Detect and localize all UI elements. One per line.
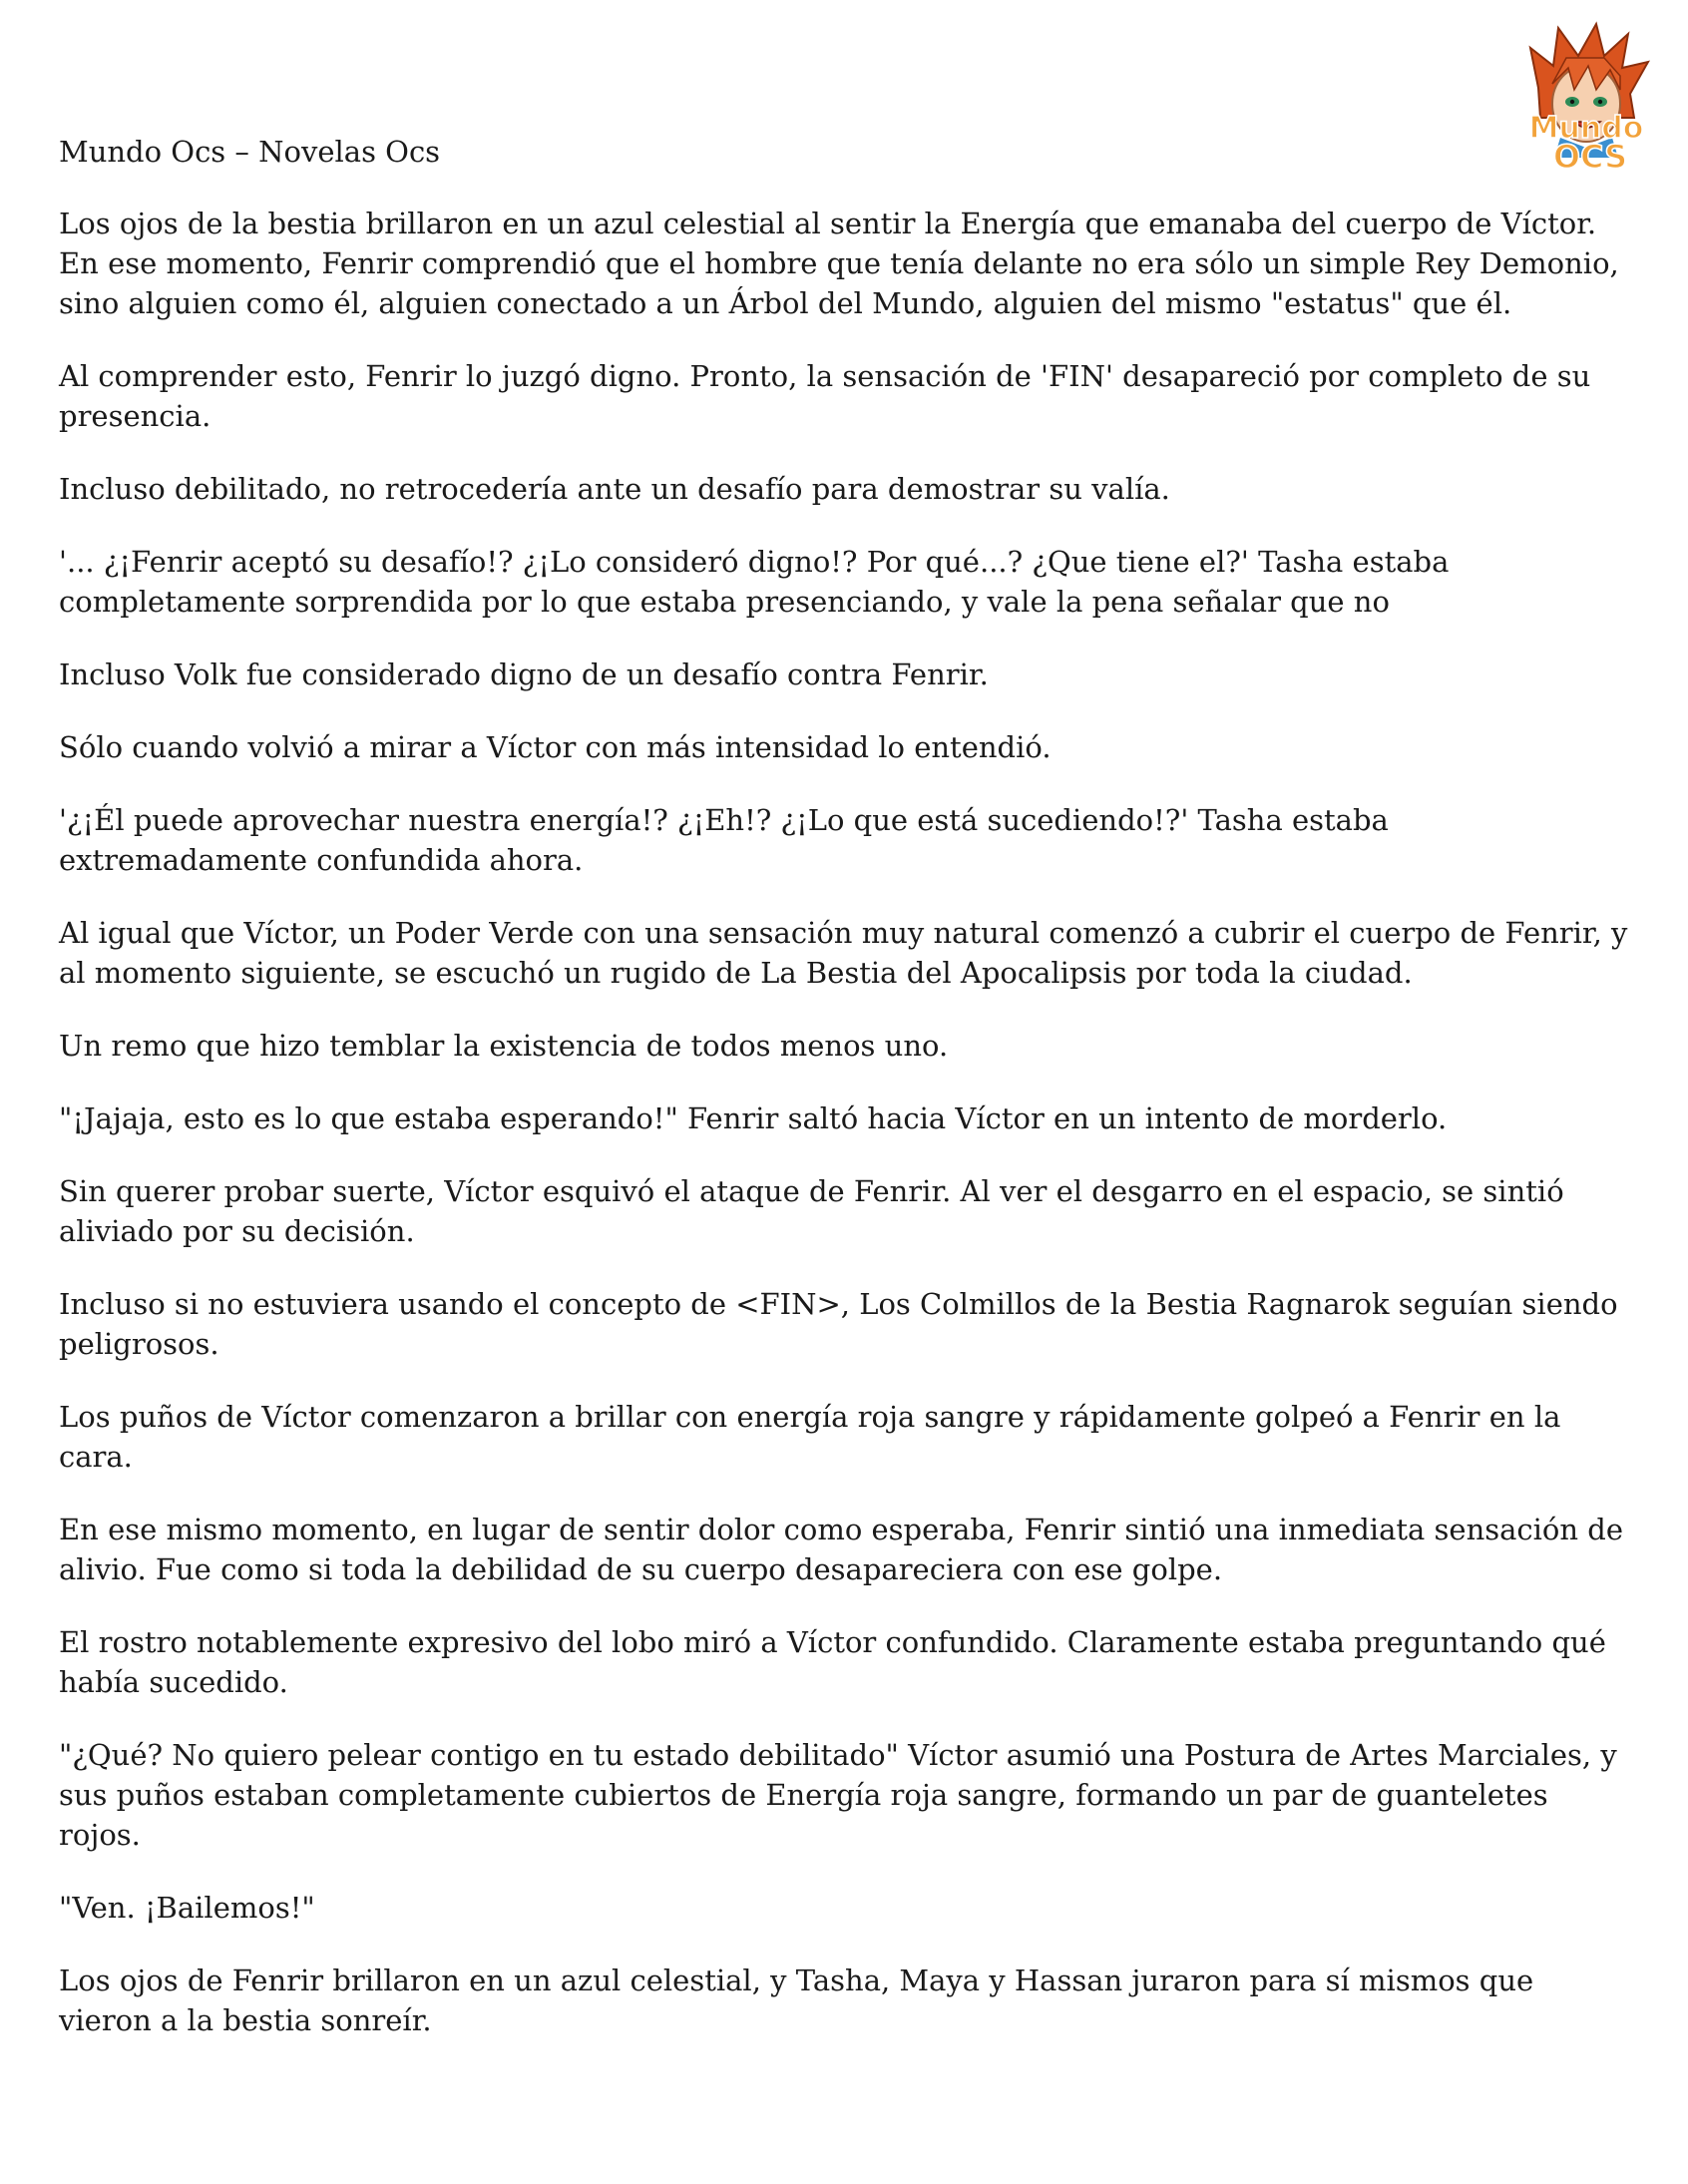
document-body — [59, 132, 1630, 2073]
paragraph: Incluso si no estuviera usando el concepto de <FIN>, Los Colmillos de la Bestia Ragnarok seguían siendo peligrosos. — [59, 1287, 1618, 1361]
paragraph: '¿¡Él puede aprovechar nuestra energía!? ¿¡Eh!? ¿¡Lo que está sucediendo!?' Tasha estaba extremadamente confundida ahora. — [59, 803, 1389, 877]
paragraph: Sin querer probar suerte, Víctor esquivó el ataque de Fenrir. Al ver el desgarro en el espacio, se sintió aliviado por su decisión. — [59, 1174, 1564, 1248]
logo-text-line1: Mundo — [1528, 111, 1644, 146]
paragraph: "Ven. ¡Bailemos!" — [59, 1891, 315, 1925]
document-header: Mundo Ocs – Novelas Ocs — [59, 135, 441, 169]
paragraph: Los ojos de la bestia brillaron en un azul celestial al sentir la Energía que emanaba del cuerpo de Víctor. En ese momento, Fenrir comprendió que el hombre que tenía delante no era sólo un simple Rey Demonio, sino alguien como él, alguien conectado a un Árbol del Mundo, alguien del mismo "estatus" que él. — [59, 207, 1619, 320]
paragraph: Un remo que hizo temblar la existencia de todos menos uno. — [59, 1029, 949, 1063]
paragraph: Incluso Volk fue considerado digno de un desafío contra Fenrir. — [59, 657, 989, 691]
paragraph: El rostro notablemente expresivo del lobo miró a Víctor confundido. Claramente estaba preguntando qué había sucedido. — [59, 1625, 1606, 1699]
paragraph: "¿Qué? No quiero pelear contigo en tu estado debilitado" Víctor asumió una Postura de Artes Marciales, y sus puños estaban completamente cubiertos de Energía roja sangre, formando un par de guanteletes rojos. — [59, 1738, 1617, 1852]
logo-text-line2: OCS — [1552, 138, 1628, 176]
paragraph-list — [59, 204, 1630, 2040]
paragraph: Al igual que Víctor, un Poder Verde con una sensación muy natural comenzó a cubrir el cuerpo de Fenrir, y al momento siguiente, se escuchó un rugido de La Bestia del Apocalipsis por toda la ciudad. — [59, 916, 1628, 990]
paragraph: Sólo cuando volvió a mirar a Víctor con más intensidad lo entendió. — [59, 730, 1052, 764]
paragraph: '... ¿¡Fenrir aceptó su desafío!? ¿¡Lo consideró digno!? Por qué...? ¿Que tiene el?' Tasha estaba completamente sorprendida por lo que estaba presenciando, y vale la pena señalar que no — [59, 545, 1450, 619]
paragraph: Incluso debilitado, no retrocedería ante un desafío para demostrar su valía. — [59, 472, 1170, 506]
paragraph: "¡Jajaja, esto es lo que estaba esperando!" Fenrir saltó hacia Víctor en un intento de morderlo. — [59, 1101, 1448, 1135]
paragraph: En ese mismo momento, en lugar de sentir dolor como esperaba, Fenrir sintió una inmediata sensación de alivio. Fue como si toda la debilidad de su cuerpo desapareciera con ese golpe. — [59, 1513, 1624, 1586]
paragraph: Al comprender esto, Fenrir lo juzgó digno. Pronto, la sensación de 'FIN' desapareció por completo de su presencia. — [59, 359, 1591, 433]
paragraph: Los ojos de Fenrir brillaron en un azul celestial, y Tasha, Maya y Hassan juraron para sí mismos que vieron a la bestia sonreír. — [59, 1964, 1534, 2037]
paragraph: Los puños de Víctor comenzaron a brillar con energía roja sangre y rápidamente golpeó a Fenrir en la cara. — [59, 1400, 1561, 1474]
